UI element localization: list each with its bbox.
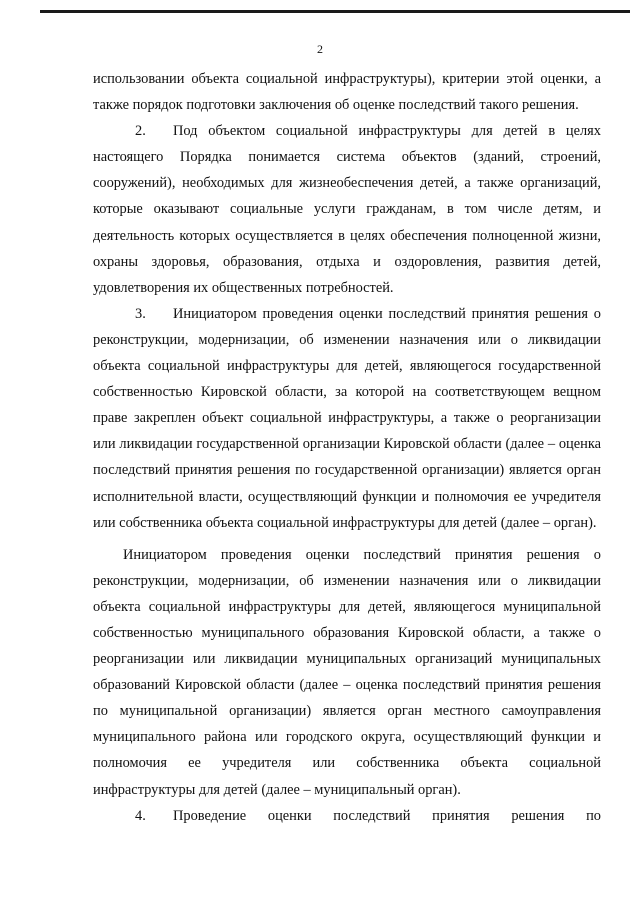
item-number: 3.	[135, 305, 146, 322]
top-rule	[40, 10, 630, 13]
paragraph-text: Проведение оценки последствий принятия решения по	[173, 807, 601, 824]
item-number: 4.	[135, 807, 146, 824]
paragraph-municipal: Инициатором проведения оценки последствий принятия решения о реконструкции, модернизации, об изменении назначения или о ликвидации объекта социальной инфраструктуры для детей, являющегося муниципальной собственностью муниципального образования Кировской области, а также о реорганизации или ликвидации муниципальных организаций муниципальных образований Кировской области (далее – оценка последствий принятия решения по муниципальной организации) является орган местного самоуправления муниципального района или городского округа, осуществляющий функции и полномочия ее учредителя или собственника объекта социальной инфраструктуры для детей (далее – муниципальный орган).	[93, 546, 601, 798]
item-number: 2.	[135, 123, 146, 140]
document-body	[93, 66, 601, 829]
paragraph-item-4	[93, 803, 601, 829]
paragraph-text: Инициатором проведения оценки последствий принятия решения о реконструкции, модернизации, об изменении назначения или о ликвидации объекта социальной инфраструктуры для детей, являющегося государственной собственностью Кировской области, за которой на соответствующем вещном праве закреплен объект социальной инфраструктуры, а также о реорганизации или ликвидации государственной организации Кировской области (далее – оценка последствий принятия решения по государственной организации) является орган исполнительной власти, осуществляющий функции и полномочия ее учредителя или собственника объекта социальной инфраструктуры для детей (далее – орган).	[93, 305, 601, 531]
paragraph-continuation: использовании объекта социальной инфраструктуры), критерии этой оценки, а также порядок подготовки заключения об оценке последствий такого решения.	[93, 71, 601, 114]
paragraph-item-3	[93, 301, 601, 536]
page-number: 2	[317, 42, 323, 56]
paragraph-item-2	[93, 118, 601, 301]
paragraph-text: Под объектом социальной инфраструктуры для детей в целях настоящего Порядка понимается система объектов (зданий, строений, сооружений), необходимых для жизнеобеспечения детей, а также организаций, которые оказывают социальные услуги гражданам, в том числе детям, и деятельность которых осуществляется в целях обеспечения полноценной жизни, охраны здоровья, образования, отдыха и оздоровления, развития детей, удовлетворения их общественных потребностей.	[93, 123, 601, 296]
